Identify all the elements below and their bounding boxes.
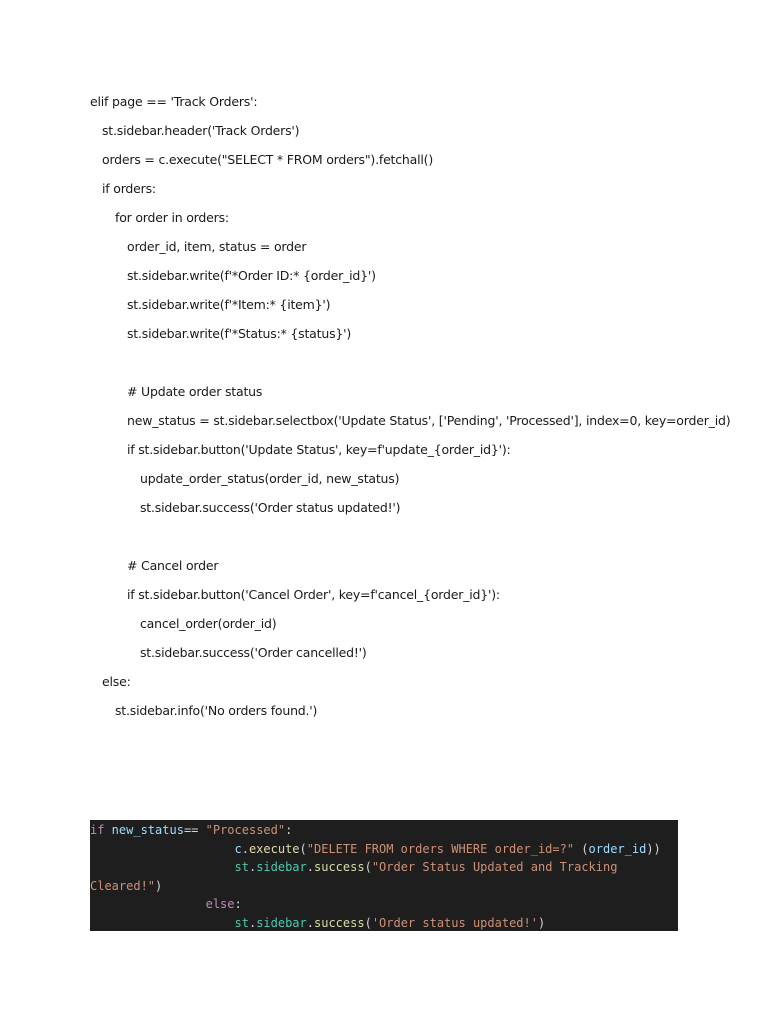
operator-token: == (183, 823, 206, 837)
code-line: if st.sidebar.button('Cancel Order', key=f'cancel_{order_id}'): (127, 587, 500, 602)
punct-token: ( (299, 841, 307, 856)
blank-line (90, 525, 750, 554)
code-comment: # Update order status (127, 384, 263, 399)
code-line: st.sidebar.success('Order cancelled!') (140, 645, 367, 660)
code-line: st.sidebar.info('No orders found.') (115, 703, 318, 718)
code-line: new_status = st.sidebar.selectbox('Update Status', ['Pending', 'Processed'], index=0, key=order_id) (127, 413, 731, 428)
code-line: cancel_order(order_id) (140, 616, 277, 631)
string-token: 'Order status updated!' (371, 915, 538, 930)
string-token: "DELETE FROM orders WHERE order_id=?" (306, 841, 575, 856)
snippet-line (90, 877, 678, 896)
module-token: st (90, 915, 249, 930)
punct-token: ) (155, 878, 163, 893)
punct-token: . (306, 860, 314, 874)
code-line: orders = c.execute("SELECT * FROM orders").fetchall() (102, 152, 434, 167)
code-line: st.sidebar.write(f'*Status:* {status}') (127, 326, 352, 341)
punct-token: ( (364, 860, 372, 874)
variable-token: new_status (104, 823, 184, 837)
keyword-token: else (205, 897, 235, 911)
function-token: success (314, 915, 365, 930)
code-line: st.sidebar.success('Order status updated!') (140, 500, 401, 515)
blank-line (90, 351, 750, 380)
indent-token (90, 897, 206, 911)
variable-token: c (90, 841, 242, 856)
function-token: success (314, 860, 365, 874)
code-line: if st.sidebar.button('Update Status', key=f'update_{order_id}'): (127, 442, 511, 457)
snippet-line (90, 840, 678, 859)
punct-token: ( (574, 841, 589, 856)
code-line: st.sidebar.header('Track Orders') (102, 123, 300, 138)
code-snippet-screenshot (90, 820, 678, 931)
punct-token: )) (646, 841, 661, 856)
code-line: if orders: (102, 181, 156, 196)
variable-token: order_id (588, 841, 647, 856)
keyword-token: if (90, 823, 105, 837)
module-token: sidebar (256, 915, 307, 930)
code-line: st.sidebar.write(f'*Item:* {item}') (127, 297, 331, 312)
code-line: elif page == 'Track Orders': (90, 94, 258, 109)
code-line: st.sidebar.write(f'*Order ID:* {order_id}') (127, 268, 376, 283)
code-line: order_id, item, status = order (127, 239, 307, 254)
punct-token: ) (537, 915, 546, 930)
code-line: for order in orders: (115, 210, 229, 225)
string-token: "Order Status Updated and Tracking (371, 860, 618, 874)
code-text-block (90, 90, 750, 728)
punct-token: . (241, 841, 249, 856)
string-token: Cleared!" (90, 878, 156, 893)
string-token: "Processed" (205, 823, 286, 837)
punct-token: . (248, 915, 257, 930)
punct-token: ( (364, 915, 372, 930)
punct-token: : (285, 823, 293, 837)
function-token: execute (248, 841, 300, 856)
snippet-line (90, 914, 678, 932)
snippet-line (90, 895, 678, 914)
punct-token: : (234, 897, 242, 911)
code-line: else: (102, 674, 131, 689)
punct-token: . (306, 915, 314, 930)
snippet-line (90, 821, 678, 840)
code-comment: # Cancel order (127, 558, 219, 573)
module-token: sidebar (256, 860, 307, 874)
module-token: st (90, 860, 249, 874)
snippet-line (90, 858, 678, 877)
punct-token: . (248, 860, 257, 874)
code-line: update_order_status(order_id, new_status) (140, 471, 400, 486)
